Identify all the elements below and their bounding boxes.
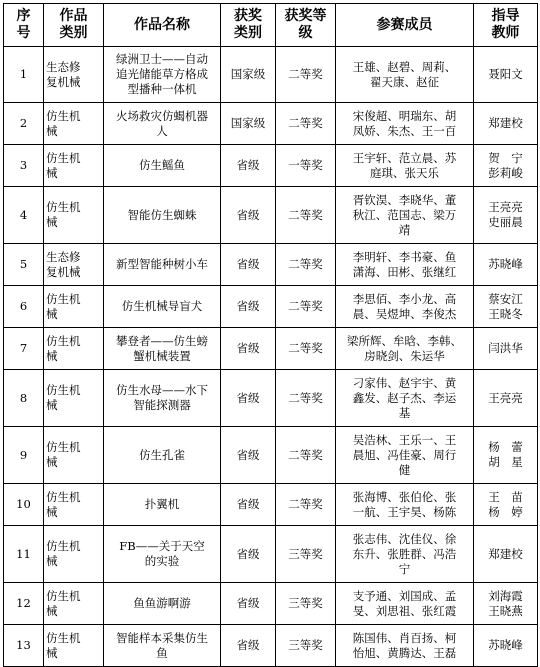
cell-work-name [104, 286, 221, 328]
text-line: 健 [398, 462, 411, 477]
cell-award-level: 一等奖 [276, 145, 336, 187]
text-line: 房晓剑、朱运华 [364, 348, 445, 363]
text-line: 王 苗 [488, 489, 523, 504]
text-line: 仿生机 [46, 489, 81, 504]
text-line: 械 [46, 123, 58, 138]
text-line: 潇海、田彬、张继红 [352, 264, 457, 279]
cell-award-level: 三等奖 [276, 625, 336, 667]
cell-award-level: 三等奖 [276, 526, 336, 583]
cell-award-level: 二等奖 [276, 103, 336, 145]
cell-award-type: 省级 [221, 526, 276, 583]
text-line: 智能仿生蜘蛛 [127, 207, 197, 222]
cell-work-name [104, 328, 221, 370]
text-line: 贺 宁 [488, 150, 523, 165]
text-line: 刘海霞 [488, 588, 523, 603]
cell-no: 8 [4, 370, 44, 427]
table-row [4, 286, 538, 328]
header-advisor [474, 4, 538, 47]
table-row [4, 370, 538, 427]
text-line: 仿生机 [46, 108, 81, 123]
text-line: 仿生孔雀 [139, 447, 185, 462]
cell-work-name [104, 427, 221, 484]
cell-award-type: 省级 [221, 625, 276, 667]
cell-award-type: 省级 [221, 145, 276, 187]
text-line: 靖 [398, 222, 411, 237]
text-line: 仿生机 [46, 588, 81, 603]
cell-members [336, 427, 474, 484]
text-line: 胡 星 [488, 455, 523, 469]
header-award-level [276, 4, 336, 47]
text-line: 李明轩、李书豪、鱼 [352, 249, 457, 264]
text-line: 苏晓峰 [488, 638, 523, 652]
text-line: 作品名称 [134, 16, 190, 33]
text-line: 仿生机 [46, 200, 81, 214]
cell-no: 12 [4, 583, 44, 625]
table-row [4, 328, 538, 370]
cell-category [44, 526, 104, 583]
text-line: 人 [156, 123, 168, 138]
cell-members [336, 370, 474, 427]
text-line: 鑫发、赵子杰、李运 [352, 390, 457, 405]
cell-advisor [474, 244, 538, 286]
text-line: 仿生机械导盲犬 [121, 299, 203, 313]
cell-category [44, 625, 104, 667]
cell-award-type: 省级 [221, 328, 276, 370]
text-line: 鱼鱼游啊游 [133, 596, 191, 610]
cell-members [336, 526, 474, 583]
cell-work-name [104, 47, 221, 103]
text-line: 张海博、张伯伦、张 [352, 489, 457, 504]
cell-award-type: 省级 [221, 583, 276, 625]
cell-award-level: 二等奖 [276, 187, 336, 244]
cell-no: 6 [4, 286, 44, 328]
text-line: 序 [16, 8, 31, 24]
cell-work-name [104, 103, 221, 145]
cell-award-level: 二等奖 [276, 328, 336, 370]
text-line: 王晓燕 [488, 603, 523, 618]
text-line: 作品 [59, 8, 88, 24]
text-line: 智能探测器 [133, 398, 191, 412]
cell-no: 5 [4, 244, 44, 286]
header-no [4, 4, 44, 47]
text-line: 吴浩林、王乐一、王 [352, 432, 457, 447]
text-line: 教师 [491, 25, 520, 41]
text-line: 梁所辉、牟晗、李韩、 [347, 333, 462, 348]
cell-category [44, 244, 104, 286]
header-row [4, 4, 538, 47]
cell-advisor [474, 526, 538, 583]
text-line: 仿生机 [46, 291, 81, 306]
text-line: 火场救灾仿蝎机器 [116, 108, 208, 123]
text-line: 仿生机 [46, 630, 81, 645]
text-line: 杨 蕾 [488, 440, 523, 454]
header-members [336, 4, 474, 47]
text-line: 复机械 [46, 74, 81, 89]
cell-advisor [474, 427, 538, 484]
text-line: 械 [46, 554, 58, 568]
text-line: 苏晓峰 [488, 257, 523, 271]
text-line: 械 [46, 455, 58, 469]
cell-members [336, 484, 474, 526]
text-line: 支予通、刘国成、孟 [352, 588, 457, 603]
cell-advisor [474, 583, 538, 625]
cell-members [336, 328, 474, 370]
cell-no: 13 [4, 625, 44, 667]
cell-award-type: 省级 [221, 427, 276, 484]
table-row [4, 526, 538, 583]
cell-members [336, 103, 474, 145]
text-line: 类别 [59, 25, 88, 41]
cell-no: 4 [4, 187, 44, 244]
text-line: 怡旭、黄腾达、王磊 [352, 645, 457, 660]
text-line: 械 [46, 398, 58, 412]
text-line: 晨旭、冯佳豪、周行 [352, 447, 457, 462]
text-line: 宋俊超、明瑞东、胡 [352, 108, 457, 123]
text-line: 械 [46, 645, 58, 660]
cell-work-name [104, 625, 221, 667]
cell-category [44, 328, 104, 370]
text-line: 东升、张胜群、冯浩 [352, 546, 457, 561]
header-name [104, 4, 221, 47]
text-line: 的实验 [144, 554, 180, 568]
table-row [4, 583, 538, 625]
table-row [4, 103, 538, 145]
text-line: 仿生机 [46, 150, 81, 165]
cell-no: 3 [4, 145, 44, 187]
cell-work-name [104, 583, 221, 625]
table-row [4, 47, 538, 103]
awards-table [3, 3, 538, 667]
table-body [4, 47, 538, 667]
cell-award-level: 三等奖 [276, 583, 336, 625]
text-line: 获奖等 [284, 8, 327, 24]
cell-award-type: 省级 [221, 484, 276, 526]
cell-category [44, 145, 104, 187]
cell-award-level: 二等奖 [276, 484, 336, 526]
cell-category [44, 103, 104, 145]
text-line: 号 [16, 25, 31, 41]
text-line: 凤娇、朱杰、王一百 [352, 123, 457, 138]
cell-work-name [104, 145, 221, 187]
text-line: 仿生机 [46, 333, 81, 348]
text-line: 仿生机 [46, 539, 81, 553]
cell-category [44, 187, 104, 244]
cell-award-level: 二等奖 [276, 370, 336, 427]
cell-award-type: 省级 [221, 370, 276, 427]
text-line: 械 [46, 306, 58, 321]
text-line: 刁家伟、赵宇宇、黄 [352, 375, 457, 390]
text-line: 生态修 [46, 249, 81, 264]
header-category [44, 4, 104, 47]
text-line: 指导 [491, 8, 520, 24]
text-line: 扑翼机 [144, 497, 180, 511]
cell-work-name [104, 526, 221, 583]
cell-work-name [104, 370, 221, 427]
cell-award-type: 国家级 [221, 47, 276, 103]
cell-work-name [104, 187, 221, 244]
cell-category [44, 370, 104, 427]
cell-advisor [474, 625, 538, 667]
cell-award-type: 国家级 [221, 103, 276, 145]
text-line: 械 [46, 603, 58, 618]
cell-members [336, 145, 474, 187]
text-line: 蟹机械装置 [133, 348, 191, 363]
cell-members [336, 244, 474, 286]
cell-award-level: 二等奖 [276, 427, 336, 484]
text-line: 一航、王宇昊、杨陈 [352, 504, 457, 519]
text-line: 彭莉峻 [488, 165, 523, 180]
cell-advisor [474, 286, 538, 328]
text-line: 智能样本采集仿生 [116, 630, 208, 645]
cell-no: 1 [4, 47, 44, 103]
text-line: FB——关于天空 [119, 539, 205, 553]
text-line: 胥钦淏、李晓华、董 [352, 192, 457, 207]
text-line: 参赛成员 [376, 16, 433, 33]
text-line: 生态修 [46, 59, 81, 74]
text-line: 蔡安江 [488, 291, 523, 306]
text-line: 仿生机 [46, 440, 81, 454]
text-line: 追光储能草方格成 [116, 67, 208, 81]
cell-no: 9 [4, 427, 44, 484]
cell-advisor [474, 145, 538, 187]
cell-award-level: 二等奖 [276, 47, 336, 103]
text-line: 杨 婷 [488, 504, 523, 519]
table-row [4, 484, 538, 526]
cell-members [336, 286, 474, 328]
cell-category [44, 484, 104, 526]
text-line: 宁 [398, 561, 411, 576]
text-line: 型播种一体机 [127, 82, 197, 96]
cell-advisor [474, 484, 538, 526]
cell-work-name [104, 484, 221, 526]
text-line: 陈国伟、肖百扬、柯 [352, 630, 457, 645]
text-line: 闫洪华 [488, 341, 523, 355]
text-line: 庭琪、张天乐 [370, 165, 439, 180]
table-row [4, 427, 538, 484]
cell-award-level: 二等奖 [276, 286, 336, 328]
text-line: 类别 [234, 25, 262, 41]
text-line: 晨、吴煜坤、李俊杰 [352, 306, 457, 321]
text-line: 王亮亮 [488, 390, 523, 405]
text-line: 绿洲卫士——自动 [116, 52, 208, 66]
text-line: 史丽晨 [488, 215, 523, 229]
cell-category [44, 427, 104, 484]
text-line: 基 [398, 405, 411, 420]
text-line: 王宇轩、范立晨、苏 [352, 150, 457, 165]
text-line: 械 [46, 348, 58, 363]
cell-members [336, 47, 474, 103]
text-line: 攀登者——仿生螃 [116, 333, 208, 348]
text-line: 王雄、赵碧、周莉、 [352, 59, 457, 74]
text-line: 复机械 [46, 264, 81, 279]
cell-award-type: 省级 [221, 244, 276, 286]
cell-award-level: 二等奖 [276, 244, 336, 286]
cell-advisor [474, 47, 538, 103]
text-line: 仿生鳐鱼 [139, 158, 185, 172]
table-row [4, 244, 538, 286]
text-line: 聂阳文 [488, 67, 523, 81]
text-line: 张志伟、沈佳仪、徐 [352, 531, 457, 546]
cell-no: 10 [4, 484, 44, 526]
cell-no: 11 [4, 526, 44, 583]
cell-award-type: 省级 [221, 286, 276, 328]
header-award-type [221, 4, 276, 47]
cell-members [336, 625, 474, 667]
cell-work-name [104, 244, 221, 286]
cell-advisor [474, 328, 538, 370]
text-line: 获奖 [234, 8, 262, 24]
text-line: 械 [46, 504, 58, 519]
cell-advisor [474, 187, 538, 244]
text-line: 秋江、范国志、梁万 [352, 207, 457, 222]
text-line: 仿生机 [46, 383, 81, 397]
cell-category [44, 47, 104, 103]
text-line: 王晓冬 [488, 306, 523, 321]
table-row [4, 187, 538, 244]
text-line: 翟天康、赵征 [370, 74, 439, 89]
cell-no: 2 [4, 103, 44, 145]
text-line: 械 [46, 165, 58, 180]
text-line: 王亮亮 [488, 200, 523, 214]
text-line: 李思佰、李小龙、高 [352, 291, 457, 306]
cell-members [336, 187, 474, 244]
cell-award-type: 省级 [221, 187, 276, 244]
text-line: 鱼 [156, 645, 168, 660]
text-line: 郑建校 [488, 116, 523, 130]
cell-advisor [474, 370, 538, 427]
cell-category [44, 583, 104, 625]
text-line: 郑建校 [488, 546, 523, 561]
text-line: 旻、刘思祖、张红霞 [352, 603, 457, 618]
table-row [4, 145, 538, 187]
cell-advisor [474, 103, 538, 145]
text-line: 械 [46, 215, 58, 229]
text-line: 仿生水母——水下 [116, 383, 208, 397]
text-line: 新型智能种树小车 [116, 257, 208, 271]
table-row [4, 625, 538, 667]
cell-members [336, 583, 474, 625]
cell-category [44, 286, 104, 328]
cell-no: 7 [4, 328, 44, 370]
text-line: 级 [298, 25, 313, 41]
